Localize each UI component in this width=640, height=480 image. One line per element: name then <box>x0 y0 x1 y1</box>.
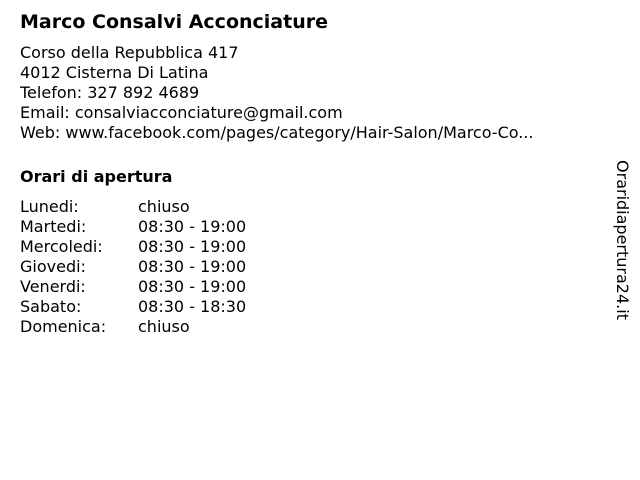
hours-row-wednesday <box>20 237 246 257</box>
day-label: Mercoledi: <box>20 237 103 256</box>
email-line: Email: consalviacconciature@gmail.com <box>20 103 343 122</box>
business-card <box>20 10 600 337</box>
hours-row-saturday <box>20 297 246 317</box>
day-hours: 08:30 - 19:00 <box>138 217 247 236</box>
day-hours: 08:30 - 18:30 <box>138 297 247 316</box>
day-label: Domenica: <box>20 317 107 336</box>
day-label: Venerdi: <box>20 277 86 296</box>
day-label: Giovedi: <box>20 257 86 276</box>
day-hours: chiuso <box>138 317 190 336</box>
address-city: 4012 Cisterna Di Latina <box>20 63 209 82</box>
address-street: Corso della Repubblica 417 <box>20 43 239 62</box>
day-hours: 08:30 - 19:00 <box>138 257 247 276</box>
site-watermark: Oraridiapertura24.it <box>613 160 632 320</box>
web-line: Web: www.facebook.com/pages/category/Hair-Salon/Marco-Co... <box>20 123 534 142</box>
opening-hours-title: Orari di apertura <box>20 167 173 186</box>
hours-row-sunday <box>20 317 246 337</box>
hours-row-friday <box>20 277 246 297</box>
hours-row-tuesday <box>20 217 246 237</box>
day-hours: 08:30 - 19:00 <box>138 277 247 296</box>
hours-row-monday <box>20 197 246 217</box>
day-hours: 08:30 - 19:00 <box>138 237 247 256</box>
phone-line: Telefon: 327 892 4689 <box>20 83 200 102</box>
business-name: Marco Consalvi Acconciature <box>20 11 328 33</box>
day-label: Martedi: <box>20 217 87 236</box>
day-label: Lunedi: <box>20 197 79 216</box>
day-hours: chiuso <box>138 197 190 216</box>
opening-hours-table <box>20 197 246 337</box>
hours-row-thursday <box>20 257 246 277</box>
day-label: Sabato: <box>20 297 82 316</box>
